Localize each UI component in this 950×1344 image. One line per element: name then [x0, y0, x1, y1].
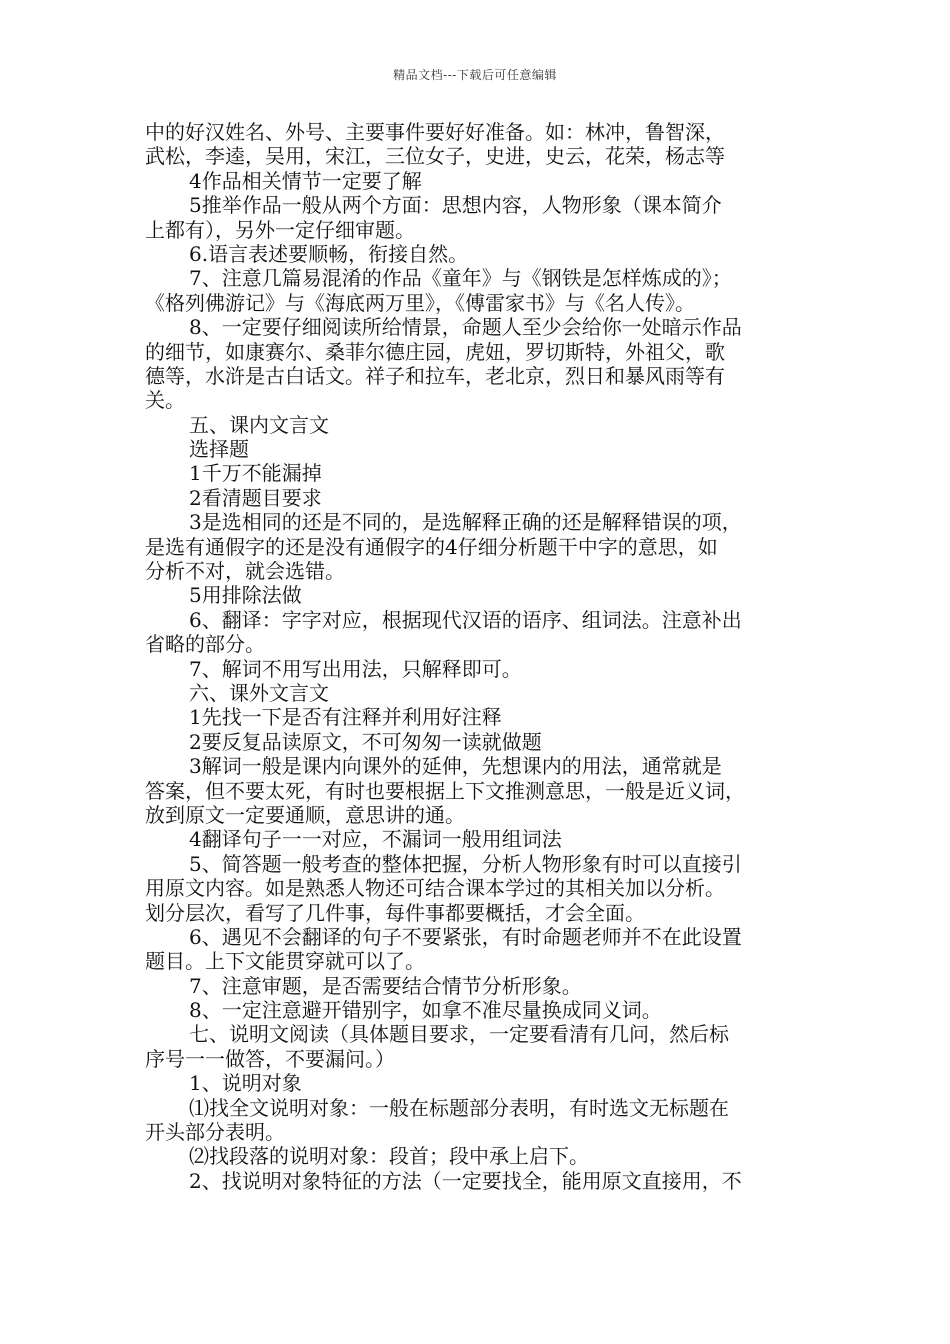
- text-line: 省略的部分。: [145, 632, 265, 657]
- text-line: 1、说明对象: [189, 1071, 302, 1096]
- text-line: 是选有通假字的还是没有通假字的4仔细分析题干中字的意思，如: [145, 534, 718, 559]
- text-line: 4作品相关情节一定要了解: [189, 168, 422, 193]
- text-line: 德等，水浒是古白话文。祥子和拉车，老北京，烈日和暴风雨等有: [145, 363, 725, 388]
- text-line: 中的好汉姓名、外号、主要事件要好好准备。如：林冲，鲁智深，: [145, 120, 725, 144]
- text-line: ⑵找段落的说明对象：段首；段中承上启下。: [189, 1144, 589, 1169]
- text-line: 的细节，如康赛尔、桑菲尔德庄园，虎妞，罗切斯特，外祖父，歌: [145, 339, 725, 364]
- text-line: 5推举作品一般从两个方面：思想内容，人物形象（课本简介: [189, 193, 722, 218]
- text-line: 2要反复品读原文，不可匆匆一读就做题: [189, 729, 542, 754]
- text-line: 3是选相同的还是不同的，是选解释正确的还是解释错误的项，: [189, 510, 742, 535]
- text-line: 放到原文一定要通顺，意思讲的通。: [145, 802, 465, 827]
- text-line: 答案，但不要太死，有时也要根据上下文推测意思，一般是近义词，: [145, 778, 745, 803]
- text-line: 五、课内文言文: [189, 412, 329, 437]
- text-line: 8、一定注意避开错别字，如拿不准尽量换成同义词。: [189, 998, 662, 1023]
- text-line: ⑴找全文说明对象：一般在标题部分表明，有时选文无标题在: [189, 1095, 729, 1120]
- text-line: 6、翻译：字字对应，根据现代汉语的语序、组词法。注意补出: [189, 607, 742, 632]
- text-line: 选择题: [189, 437, 249, 462]
- text-line: 5用排除法做: [189, 583, 302, 608]
- text-line: 7、解词不用写出用法，只解释即可。: [189, 656, 522, 681]
- text-line: 6、遇见不会翻译的句子不要紧张，有时命题老师并不在此设置: [189, 924, 742, 949]
- text-line: 4翻译句子一一对应，不漏词一般用组词法: [189, 827, 562, 852]
- text-line: 划分层次，看写了几件事，每件事都要概括，才会全面。: [145, 900, 645, 925]
- text-line: 1先找一下是否有注释并利用好注释: [189, 705, 502, 730]
- text-line: 关。: [145, 388, 185, 413]
- page-header: 精品文档---下载后可任意编辑: [393, 68, 557, 82]
- text-line: 7、注意几篇易混淆的作品《童年》与《钢铁是怎样炼成的》；: [189, 266, 732, 291]
- text-line: 分析不对，就会选错。: [145, 559, 345, 584]
- text-line: 序号一一做答，不要漏问。）: [145, 1046, 395, 1071]
- text-line: 题目。上下文能贯穿就可以了。: [145, 949, 425, 974]
- text-line: 六、课外文言文: [189, 680, 329, 705]
- text-line: 用原文内容。如是熟悉人物还可结合课本学过的其相关加以分析。: [145, 876, 725, 901]
- text-line: 2看清题目要求: [189, 485, 322, 510]
- text-line: 3解词一般是课内向课外的延伸，先想课内的用法，通常就是: [189, 754, 722, 779]
- text-line: 7、注意审题，是否需要结合情节分析形象。: [189, 973, 582, 998]
- text-line: 武松，李逵，吴用，宋江，三位女子，史进，史云，花荣，杨志等: [145, 144, 725, 169]
- text-line: 1千万不能漏掉: [189, 461, 322, 486]
- text-line: 5、简答题一般考查的整体把握，分析人物形象有时可以直接引: [189, 851, 742, 876]
- text-line: 上都有），另外一定仔细审题。: [145, 217, 415, 242]
- text-line: 8、一定要仔细阅读所给情景，命题人至少会给你一处暗示作品: [189, 315, 742, 340]
- text-line: 2、找说明对象特征的方法（一定要找全，能用原文直接用，不: [189, 1168, 742, 1193]
- text-line: 七、说明文阅读（具体题目要求，一定要看清有几问，然后标: [189, 1022, 729, 1047]
- text-line: 《格列佛游记》与《海底两万里》，《傅雷家书》与《名人传》。: [145, 290, 695, 315]
- text-line: 开头部分表明。: [145, 1120, 285, 1145]
- document-body: [145, 120, 810, 1193]
- text-line: 6.语言表述要顺畅，衔接自然。: [189, 241, 469, 266]
